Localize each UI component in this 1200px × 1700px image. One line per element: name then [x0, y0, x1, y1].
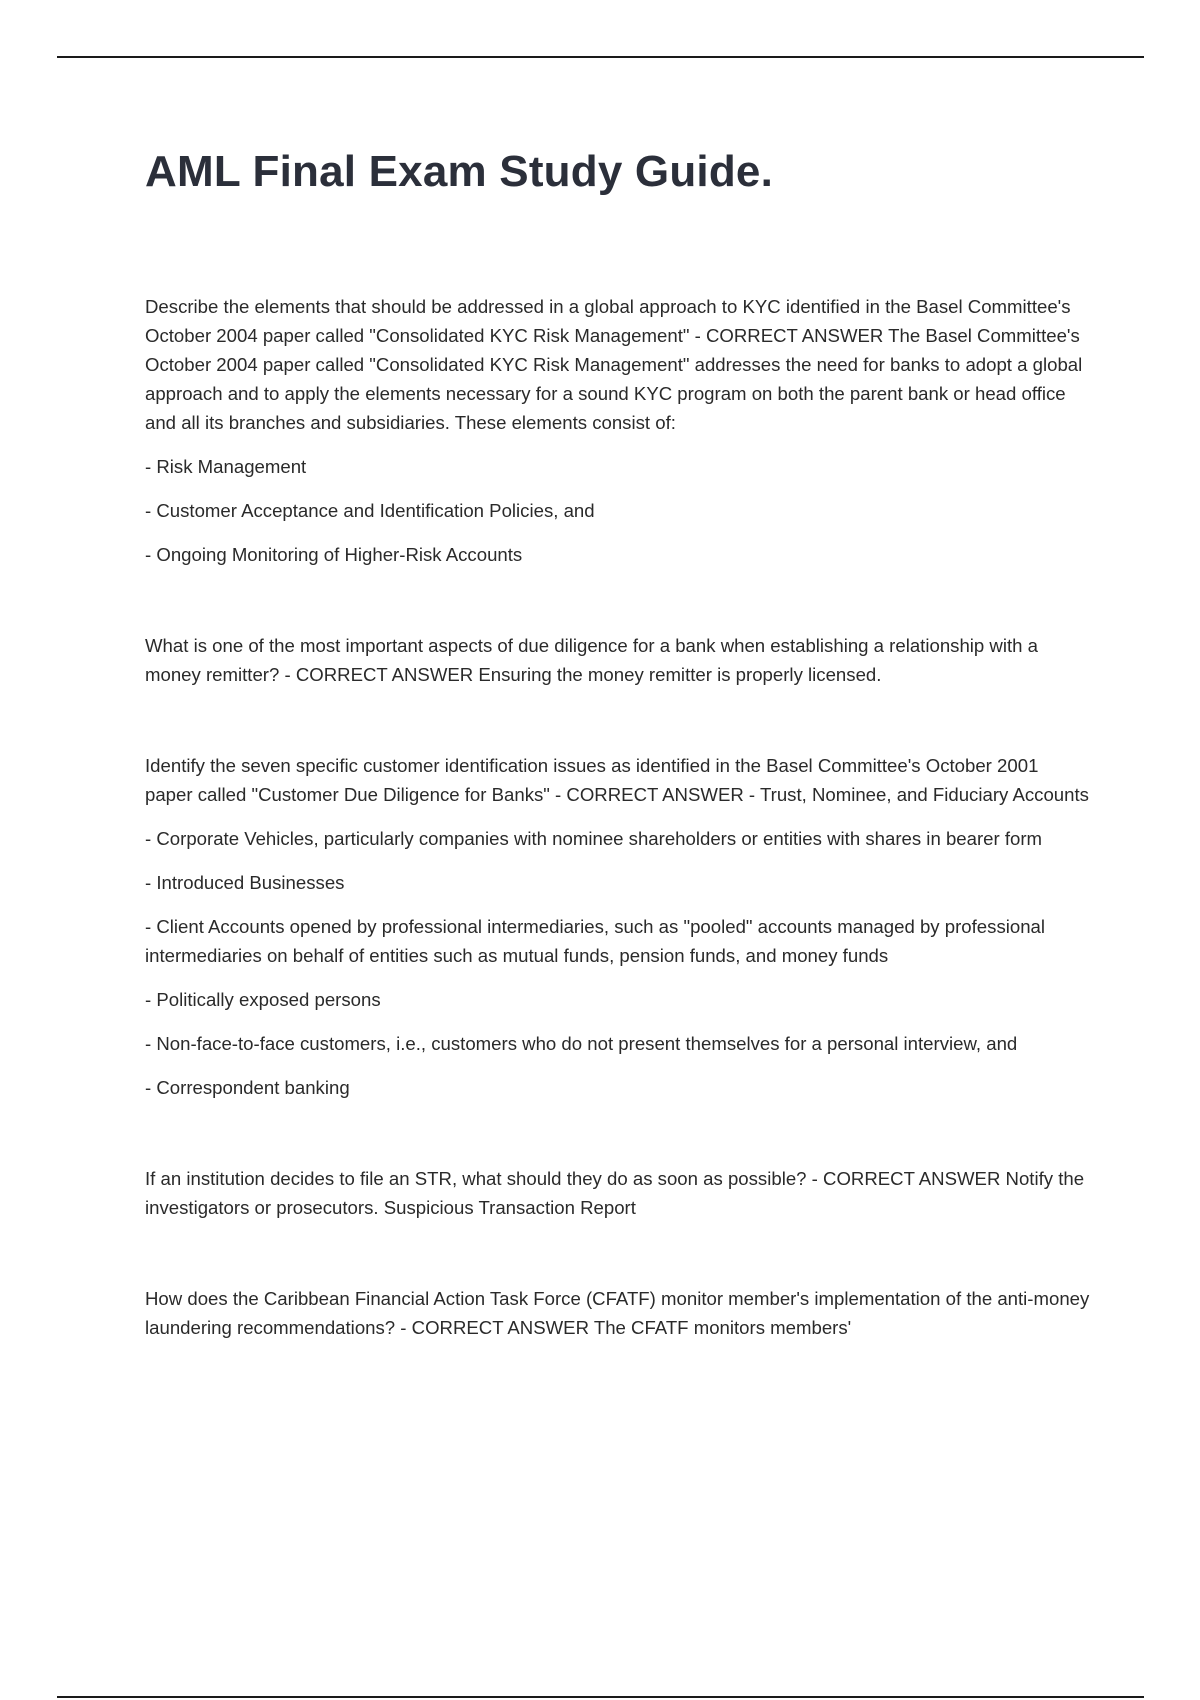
answer-bullet: - Risk Management	[145, 456, 307, 477]
question-text: Describe the elements that should be addressed in a global approach to KYC identified in the Basel Committee's October 2004 paper called "Consolidated KYC Risk Management" - CORRECT ANSWER The Basel Committee's October 2004 paper called "Consolidated KYC Risk Management" addresses the need for banks to adopt a global approach and to apply the elements necessary for a sound KYC program on both the parent bank or head office and all its branches and subsidiaries. These elements consist of:	[145, 296, 1083, 433]
bottom-rule	[57, 1696, 1144, 1698]
qa-item	[145, 631, 1090, 689]
qa-item	[145, 751, 1090, 1102]
answer-bullet: - Client Accounts opened by professional intermediaries, such as "pooled" accounts managed by professional intermediaries on behalf of entities such as mutual funds, pension funds, and money funds	[145, 916, 1046, 966]
answer-bullet: - Corporate Vehicles, particularly companies with nominee shareholders or entities with shares in bearer form	[145, 828, 1043, 849]
qa-item	[145, 292, 1090, 569]
qa-item	[145, 1164, 1090, 1222]
question-text: What is one of the most important aspects of due diligence for a bank when establishing a relationship with a money remitter? - CORRECT ANSWER Ensuring the money remitter is properly licensed.	[145, 635, 1039, 685]
qa-item	[145, 1284, 1090, 1342]
question-text: How does the Caribbean Financial Action Task Force (CFATF) monitor member's implementation of the anti-money laundering recommendations? - CORRECT ANSWER The CFATF monitors members'	[145, 1288, 1090, 1338]
question-text: If an institution decides to file an STR, what should they do as soon as possible? - CORRECT ANSWER Notify the investigators or prosecutors. Suspicious Transaction Report	[145, 1168, 1085, 1218]
document-title: AML Final Exam Study Guide.	[145, 147, 774, 196]
answer-bullet: - Ongoing Monitoring of Higher-Risk Accounts	[145, 544, 523, 565]
top-rule	[57, 56, 1144, 58]
answer-bullet: - Customer Acceptance and Identification Policies, and	[145, 500, 595, 521]
answer-bullet: - Non-face-to-face customers, i.e., customers who do not present themselves for a personal interview, and	[145, 1033, 1018, 1054]
document-body	[145, 292, 1090, 1404]
answer-bullet: - Introduced Businesses	[145, 872, 345, 893]
answer-bullet: - Correspondent banking	[145, 1077, 350, 1098]
answer-bullet: - Politically exposed persons	[145, 989, 381, 1010]
question-text: Identify the seven specific customer identification issues as identified in the Basel Committee's October 2001 paper called "Customer Due Diligence for Banks" - CORRECT ANSWER - Trust, Nominee, and Fiduciary Accounts	[145, 755, 1089, 805]
